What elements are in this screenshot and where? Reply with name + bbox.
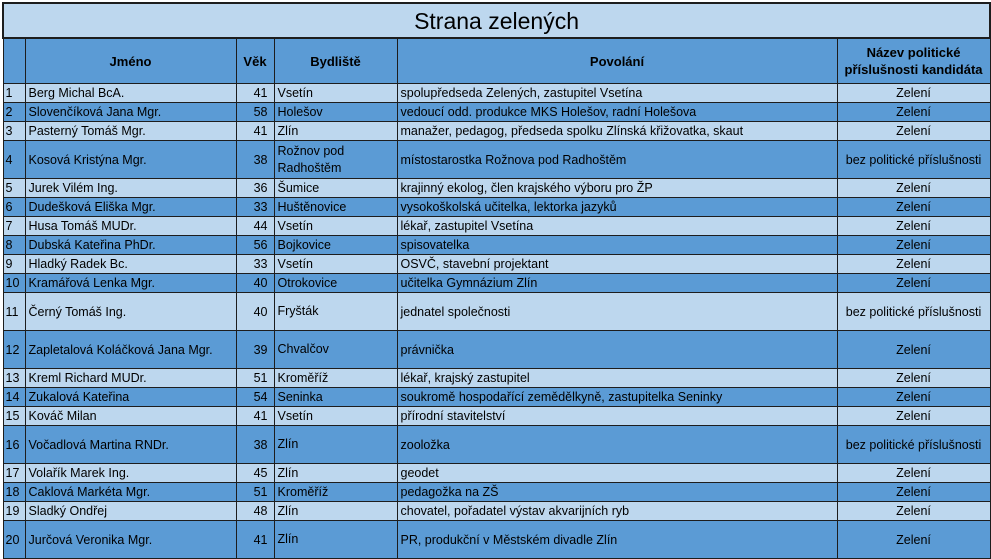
candidate-age: 40: [236, 274, 274, 293]
table-row: [3, 84, 990, 103]
header-party: Název politické příslušnosti kandidáta: [837, 38, 990, 84]
candidate-residence: Huštěnovice: [274, 198, 397, 217]
table-row: [3, 407, 990, 426]
table-row: [3, 122, 990, 141]
candidate-name: Volařík Marek Ing.: [25, 464, 236, 483]
candidate-name: Husa Tomáš MUDr.: [25, 217, 236, 236]
table-row: [3, 388, 990, 407]
candidate-residence: Rožnov pod Radhoštěm: [274, 141, 397, 179]
candidate-age: 51: [236, 369, 274, 388]
table-row: [3, 293, 990, 331]
row-number: 14: [3, 388, 25, 407]
header-row: [3, 38, 990, 84]
candidate-name: Černý Tomáš Ing.: [25, 293, 236, 331]
row-number: 16: [3, 426, 25, 464]
candidate-party: Zelení: [837, 274, 990, 293]
candidate-age: 40: [236, 293, 274, 331]
candidate-residence: Kroměříž: [274, 483, 397, 502]
title-row: [3, 3, 990, 38]
row-number: 9: [3, 255, 25, 274]
candidate-residence: Zlín: [274, 502, 397, 521]
header-residence: Bydliště: [274, 38, 397, 84]
candidate-age: 44: [236, 217, 274, 236]
candidate-age: 38: [236, 141, 274, 179]
table-row: [3, 521, 990, 559]
candidate-age: 41: [236, 521, 274, 559]
candidate-party: Zelení: [837, 369, 990, 388]
candidate-age: 41: [236, 84, 274, 103]
row-number: 19: [3, 502, 25, 521]
row-number: 13: [3, 369, 25, 388]
candidate-residence: Holešov: [274, 103, 397, 122]
candidate-occupation: spisovatelka: [397, 236, 837, 255]
candidate-residence: Otrokovice: [274, 274, 397, 293]
candidate-residence: Šumice: [274, 179, 397, 198]
candidate-occupation: vysokoškolská učitelka, lektorka jazyků: [397, 198, 837, 217]
row-number: 4: [3, 141, 25, 179]
candidate-party: Zelení: [837, 502, 990, 521]
candidate-party: Zelení: [837, 198, 990, 217]
candidate-occupation: jednatel společnosti: [397, 293, 837, 331]
candidate-party: Zelení: [837, 122, 990, 141]
candidate-occupation: pedagožka na ZŠ: [397, 483, 837, 502]
candidate-name: Kováč Milan: [25, 407, 236, 426]
candidate-name: Zukalová Kateřina: [25, 388, 236, 407]
candidate-occupation: učitelka Gymnázium Zlín: [397, 274, 837, 293]
candidate-name: Pasterný Tomáš Mgr.: [25, 122, 236, 141]
candidate-party: Zelení: [837, 103, 990, 122]
candidate-occupation: právnička: [397, 331, 837, 369]
candidate-residence: Vsetín: [274, 255, 397, 274]
candidate-age: 56: [236, 236, 274, 255]
candidate-party: Zelení: [837, 217, 990, 236]
candidate-party: Zelení: [837, 236, 990, 255]
candidate-age: 41: [236, 407, 274, 426]
candidate-age: 33: [236, 255, 274, 274]
table-row: [3, 274, 990, 293]
candidate-residence: Zlín: [274, 122, 397, 141]
candidate-occupation: spolupředseda Zelených, zastupitel Vsetína: [397, 84, 837, 103]
candidate-name: Berg Michal BcA.: [25, 84, 236, 103]
candidate-party: bez politické příslušnosti: [837, 293, 990, 331]
row-number: 1: [3, 84, 25, 103]
row-number: 8: [3, 236, 25, 255]
candidate-name: Kramářová Lenka Mgr.: [25, 274, 236, 293]
table-row: [3, 426, 990, 464]
candidate-name: Slovenčíková Jana Mgr.: [25, 103, 236, 122]
candidate-party: Zelení: [837, 388, 990, 407]
candidate-party: Zelení: [837, 179, 990, 198]
table-row: [3, 236, 990, 255]
row-number: 5: [3, 179, 25, 198]
row-number: 2: [3, 103, 25, 122]
candidate-party: Zelení: [837, 464, 990, 483]
candidate-occupation: místostarostka Rožnova pod Radhoštěm: [397, 141, 837, 179]
table-row: [3, 255, 990, 274]
candidate-age: 58: [236, 103, 274, 122]
candidate-age: 38: [236, 426, 274, 464]
table-row: [3, 369, 990, 388]
table-row: [3, 179, 990, 198]
candidate-party: Zelení: [837, 255, 990, 274]
candidate-name: Kreml Richard MUDr.: [25, 369, 236, 388]
candidate-residence: Chvalčov: [274, 331, 397, 369]
candidate-residence: Vsetín: [274, 84, 397, 103]
candidate-name: Sladký Ondřej: [25, 502, 236, 521]
candidate-name: Jurek Vilém Ing.: [25, 179, 236, 198]
candidate-residence: Zlín: [274, 426, 397, 464]
row-number: 12: [3, 331, 25, 369]
candidate-name: Dudešková Eliška Mgr.: [25, 198, 236, 217]
candidate-name: Dubská Kateřina PhDr.: [25, 236, 236, 255]
candidate-occupation: lékař, zastupitel Vsetína: [397, 217, 837, 236]
row-number: 17: [3, 464, 25, 483]
candidate-occupation: PR, produkční v Městském divadle Zlín: [397, 521, 837, 559]
row-number: 3: [3, 122, 25, 141]
table-row: [3, 103, 990, 122]
candidate-occupation: lékař, krajský zastupitel: [397, 369, 837, 388]
row-number: 20: [3, 521, 25, 559]
row-number: 11: [3, 293, 25, 331]
candidate-age: 33: [236, 198, 274, 217]
table-row: [3, 331, 990, 369]
candidate-party: bez politické příslušnosti: [837, 141, 990, 179]
candidate-residence: Zlín: [274, 521, 397, 559]
row-number: 18: [3, 483, 25, 502]
candidate-name: Hladký Radek Bc.: [25, 255, 236, 274]
candidate-residence: Seninka: [274, 388, 397, 407]
header-number: [3, 38, 25, 84]
table-title: Strana zelených: [3, 3, 990, 38]
candidate-occupation: manažer, pedagog, předseda spolku Zlínská křižovatka, skaut: [397, 122, 837, 141]
row-number: 15: [3, 407, 25, 426]
candidate-party: Zelení: [837, 521, 990, 559]
table-row: [3, 198, 990, 217]
row-number: 6: [3, 198, 25, 217]
candidate-occupation: přírodní stavitelství: [397, 407, 837, 426]
table-row: [3, 483, 990, 502]
candidate-age: 45: [236, 464, 274, 483]
candidate-residence: Vsetín: [274, 407, 397, 426]
table-row: [3, 141, 990, 179]
candidate-residence: Zlín: [274, 464, 397, 483]
candidate-residence: Vsetín: [274, 217, 397, 236]
table-body: [3, 84, 990, 559]
candidate-occupation: OSVČ, stavební projektant: [397, 255, 837, 274]
candidate-occupation: chovatel, pořadatel výstav akvarijních ryb: [397, 502, 837, 521]
candidate-party: Zelení: [837, 407, 990, 426]
candidate-name: Jurčová Veronika Mgr.: [25, 521, 236, 559]
candidate-age: 48: [236, 502, 274, 521]
candidate-occupation: krajinný ekolog, člen krajského výboru pro ŽP: [397, 179, 837, 198]
candidate-party: bez politické příslušnosti: [837, 426, 990, 464]
candidate-occupation: vedoucí odd. produkce MKS Holešov, radní Holešova: [397, 103, 837, 122]
header-name: Jméno: [25, 38, 236, 84]
table-row: [3, 464, 990, 483]
candidate-age: 39: [236, 331, 274, 369]
row-number: 10: [3, 274, 25, 293]
candidate-name: Kosová Kristýna Mgr.: [25, 141, 236, 179]
candidate-party: Zelení: [837, 84, 990, 103]
candidate-residence: Fryšták: [274, 293, 397, 331]
row-number: 7: [3, 217, 25, 236]
header-age: Věk: [236, 38, 274, 84]
candidate-age: 51: [236, 483, 274, 502]
candidate-occupation: zooložka: [397, 426, 837, 464]
candidate-table: [2, 2, 991, 559]
table-row: [3, 502, 990, 521]
candidate-name: Zapletalová Koláčková Jana Mgr.: [25, 331, 236, 369]
candidate-residence: Bojkovice: [274, 236, 397, 255]
candidate-occupation: geodet: [397, 464, 837, 483]
candidate-name: Caklová Markéta Mgr.: [25, 483, 236, 502]
candidate-name: Vočadlová Martina RNDr.: [25, 426, 236, 464]
candidate-age: 36: [236, 179, 274, 198]
candidate-age: 54: [236, 388, 274, 407]
header-occupation: Povolání: [397, 38, 837, 84]
candidate-age: 41: [236, 122, 274, 141]
candidate-party: Zelení: [837, 483, 990, 502]
table-row: [3, 217, 990, 236]
candidate-occupation: soukromě hospodařící zemědělkyně, zastupitelka Seninky: [397, 388, 837, 407]
candidate-residence: Kroměříž: [274, 369, 397, 388]
candidate-party: Zelení: [837, 331, 990, 369]
